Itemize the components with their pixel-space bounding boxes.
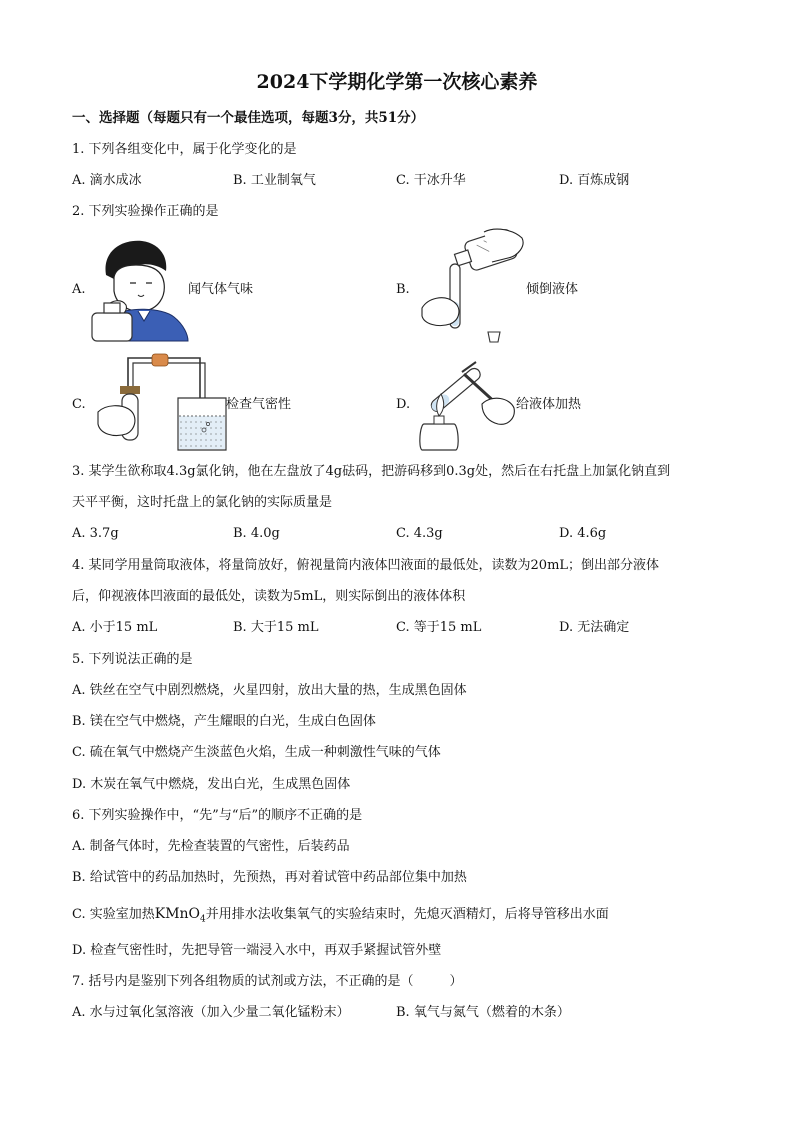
question-4-stem-line-2: 后，仰视液体凹液面的最低处，读数为5mL，则实际倒出的液体体积 [72, 589, 466, 604]
question-3-option-a: A. 3.7g [72, 526, 119, 541]
question-7-stem-text: 7. 括号内是鉴别下列各组物质的试剂或方法，不正确的是（ [72, 974, 414, 989]
question-1-option-c: C. 干冰升华 [396, 173, 466, 188]
airtightness-check-illustration [92, 350, 228, 454]
question-6-stem: 6. 下列实验操作中，“先”与“后”的顺序不正确的是 [72, 808, 363, 823]
question-7-option-a: A. 水与过氧化氢溶液（加入少量二氧化锰粉末） [72, 1005, 350, 1020]
question-7-stem-close: ） [449, 974, 463, 989]
question-5-option-c: C. 硫在氧气中燃烧产生淡蓝色火焰，生成一种刺激性气味的气体 [72, 745, 441, 760]
question-6-option-c [72, 906, 609, 928]
question-2-option-b-caption: 倾倒液体 [526, 282, 579, 297]
question-3-option-b: B. 4.0g [233, 526, 280, 541]
pouring-liquid-illustration [418, 228, 526, 348]
question-3-option-c: C. 4.3g [396, 526, 443, 541]
question-2-option-d-caption: 给液体加热 [516, 397, 582, 412]
question-7-option-b: B. 氧气与氮气（燃着的木条） [396, 1005, 570, 1020]
question-3-stem-line-2: 天平平衡，这时托盘上的氯化钠的实际质量是 [72, 495, 333, 510]
question-5-option-a: A. 铁丝在空气中剧烈燃烧，火星四射，放出大量的热，生成黑色固体 [72, 683, 467, 698]
question-2-stem: 2. 下列实验操作正确的是 [72, 204, 219, 219]
question-4-option-a: A. 小于15 mL [72, 620, 158, 635]
question-6-option-c-prefix: C. 实验室加热 [72, 907, 155, 922]
question-4-option-c: C. 等于15 mL [396, 620, 482, 635]
question-7-stem [72, 974, 463, 990]
question-4-option-d: D. 无法确定 [559, 620, 630, 635]
question-1-option-b: B. 工业制氧气 [233, 173, 316, 188]
potassium-permanganate-formula: KMnO [154, 906, 201, 922]
question-1-stem: 1. 下列各组变化中，属于化学变化的是 [72, 142, 297, 157]
smelling-gas-illustration [92, 237, 188, 341]
question-1-option-d: D. 百炼成钢 [559, 173, 630, 188]
question-5-option-d: D. 木炭在氧气中燃烧，发出白光，生成黑色固体 [72, 777, 351, 792]
formula-subscript: 4 [200, 914, 206, 925]
question-4-option-b: B. 大于15 mL [233, 620, 319, 635]
section-heading: 一、选择题（每题只有一个最佳选项，每题3分，共51分） [72, 110, 425, 126]
question-2-option-d-label: D. [396, 397, 411, 412]
question-4-stem-line-1: 4. 某同学用量筒取液体，将量筒放好，俯视量筒内液体凹液面的最低处，读数为20mL；倒出部分液体 [72, 558, 660, 573]
question-2-option-b-label: B. [396, 282, 410, 297]
question-5-stem: 5. 下列说法正确的是 [72, 652, 193, 667]
question-6-option-d: D. 检查气密性时，先把导管一端浸入水中，再双手紧握试管外壁 [72, 943, 442, 958]
question-2-option-c-label: C. [72, 397, 86, 412]
question-1-option-a: A. 滴水成冰 [72, 173, 142, 188]
question-5-option-b: B. 镁在空气中燃烧，产生耀眼的白光，生成白色固体 [72, 714, 376, 729]
question-6-option-c-suffix: 并用排水法收集氧气的实验结束时，先熄灭酒精灯，后将导管移出水面 [205, 907, 609, 922]
question-6-option-b: B. 给试管中的药品加热时，先预热，再对着试管中药品部位集中加热 [72, 870, 467, 885]
question-2-option-a-caption: 闻气体气味 [188, 282, 254, 297]
page-title: 2024下学期化学第一次核心素养 [256, 71, 538, 93]
question-6-option-a: A. 制备气体时，先检查装置的气密性，后装药品 [72, 839, 350, 854]
question-2-option-a-label: A. [72, 282, 86, 297]
heating-liquid-illustration [414, 354, 516, 452]
question-2-option-c-caption: 检查气密性 [226, 397, 292, 412]
question-3-option-d: D. 4.6g [559, 526, 607, 541]
question-3-stem-line-1: 3. 某学生欲称取4.3g氯化钠，他在左盘放了4g砝码，把游码移到0.3g处，然后在右托盘上加氯化钠直到 [72, 464, 671, 479]
